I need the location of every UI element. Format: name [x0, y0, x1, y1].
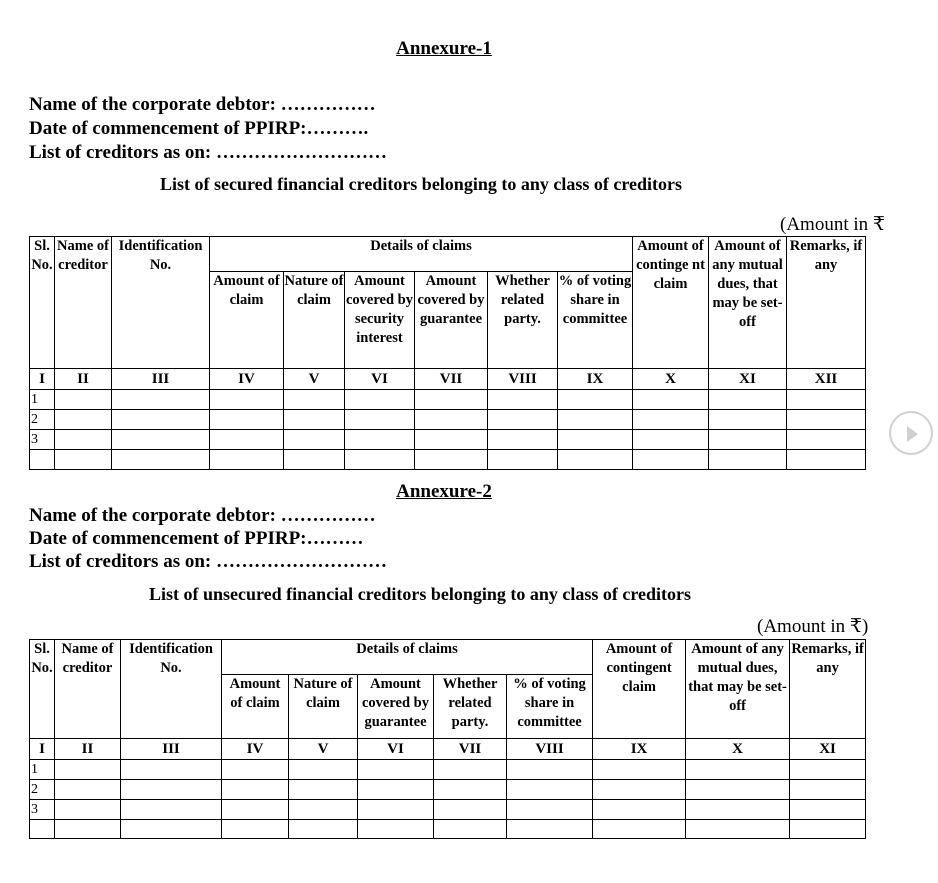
- secured-creditors-table: [29, 236, 866, 470]
- row-number: [30, 820, 55, 839]
- amount-note: (Amount in ₹: [780, 214, 885, 235]
- header-remarks: Remarks, if any: [787, 237, 866, 369]
- column-numeral: V: [289, 739, 358, 760]
- row-number: 1: [30, 390, 55, 410]
- column-numeral: VIII: [488, 369, 558, 390]
- column-numeral: II: [55, 369, 112, 390]
- column-numeral: I: [30, 369, 55, 390]
- header-mutual-dues: Amount of any mutual dues, that may be set- off: [709, 237, 787, 369]
- row-number: 2: [30, 410, 55, 430]
- column-numeral: I: [30, 739, 55, 760]
- row-number: 1: [30, 760, 55, 780]
- table-row: [30, 450, 866, 470]
- annexure-2-title: Annexure-2: [396, 481, 492, 502]
- table-row: [30, 430, 866, 450]
- corporate-debtor-line: Name of the corporate debtor: ……………: [29, 94, 376, 115]
- column-numeral: X: [633, 369, 709, 390]
- column-numeral: IX: [558, 369, 633, 390]
- column-numeral: VI: [358, 739, 434, 760]
- header-amount-covered-guarantee: Amount covered by guarantee: [415, 272, 488, 369]
- creditors-as-on-line: List of creditors as on: ………………………: [29, 142, 387, 163]
- table-row: [30, 390, 866, 410]
- header-details-of-claims: Details of claims: [222, 640, 593, 675]
- header-identification-no: Identification No.: [112, 237, 210, 369]
- header-nature-of-claim: Nature of claim: [289, 675, 358, 739]
- header-voting-share: % of voting share in committee: [507, 675, 593, 739]
- column-numeral: VII: [415, 369, 488, 390]
- play-icon: [891, 413, 931, 453]
- table-row: [30, 410, 866, 430]
- column-numeral: XII: [787, 369, 866, 390]
- column-numeral: IV: [222, 739, 289, 760]
- table-title: List of secured financial creditors belonging to any class of creditors: [160, 174, 682, 194]
- header-remarks: Remarks, if any: [790, 640, 866, 739]
- table-row: [30, 820, 866, 839]
- column-numeral: IV: [210, 369, 284, 390]
- play-button[interactable]: [889, 411, 933, 455]
- column-numeral: VIII: [507, 739, 593, 760]
- row-number: 2: [30, 780, 55, 800]
- header-amount-of-claim: Amount of claim: [222, 675, 289, 739]
- header-contingent-claim: Amount of contingent claim: [593, 640, 686, 739]
- header-nature-of-claim: Nature of claim: [284, 272, 345, 369]
- commencement-date-line: Date of commencement of PPIRP:………: [29, 528, 364, 549]
- header-amount-of-claim: Amount of claim: [210, 272, 284, 369]
- row-number: 3: [30, 430, 55, 450]
- column-numeral: III: [112, 369, 210, 390]
- header-identification-no: Identification No.: [121, 640, 222, 739]
- table-row: [30, 780, 866, 800]
- column-numeral: XI: [790, 739, 866, 760]
- row-number: [30, 450, 55, 470]
- header-mutual-dues: Amount of any mutual dues, that may be set-off: [686, 640, 790, 739]
- column-numeral: IX: [593, 739, 686, 760]
- header-sl-no: Sl. No.: [30, 237, 55, 369]
- header-sl-no: Sl. No.: [30, 640, 55, 739]
- table-row: [30, 760, 866, 780]
- column-numeral: VII: [434, 739, 507, 760]
- column-numeral: X: [686, 739, 790, 760]
- annexure-1-title: Annexure-1: [396, 38, 492, 59]
- column-numeral: V: [284, 369, 345, 390]
- header-name-of-creditor: Name of creditor: [55, 640, 121, 739]
- header-contingent-claim: Amount of continge nt claim: [633, 237, 709, 369]
- header-voting-share: % of voting share in committee: [558, 272, 633, 369]
- header-name-of-creditor: Name of creditor: [55, 237, 112, 369]
- column-numeral: VI: [345, 369, 415, 390]
- commencement-date-line: Date of commencement of PPIRP:……….: [29, 118, 369, 139]
- row-number: 3: [30, 800, 55, 820]
- column-numeral: II: [55, 739, 121, 760]
- header-amount-covered-guarantee: Amount covered by guarantee: [358, 675, 434, 739]
- header-related-party: Whether related party.: [488, 272, 558, 369]
- corporate-debtor-line: Name of the corporate debtor: ……………: [29, 505, 376, 526]
- unsecured-creditors-table: [29, 639, 866, 839]
- table-row: [30, 800, 866, 820]
- amount-note: (Amount in ₹): [757, 616, 869, 637]
- creditors-as-on-line: List of creditors as on: ………………………: [29, 551, 387, 572]
- header-related-party: Whether related party.: [434, 675, 507, 739]
- column-numeral: III: [121, 739, 222, 760]
- column-numeral: XI: [709, 369, 787, 390]
- header-amount-covered-security: Amount covered by security interest: [345, 272, 415, 369]
- table-title: List of unsecured financial creditors belonging to any class of creditors: [149, 584, 691, 604]
- header-details-of-claims: Details of claims: [210, 237, 633, 272]
